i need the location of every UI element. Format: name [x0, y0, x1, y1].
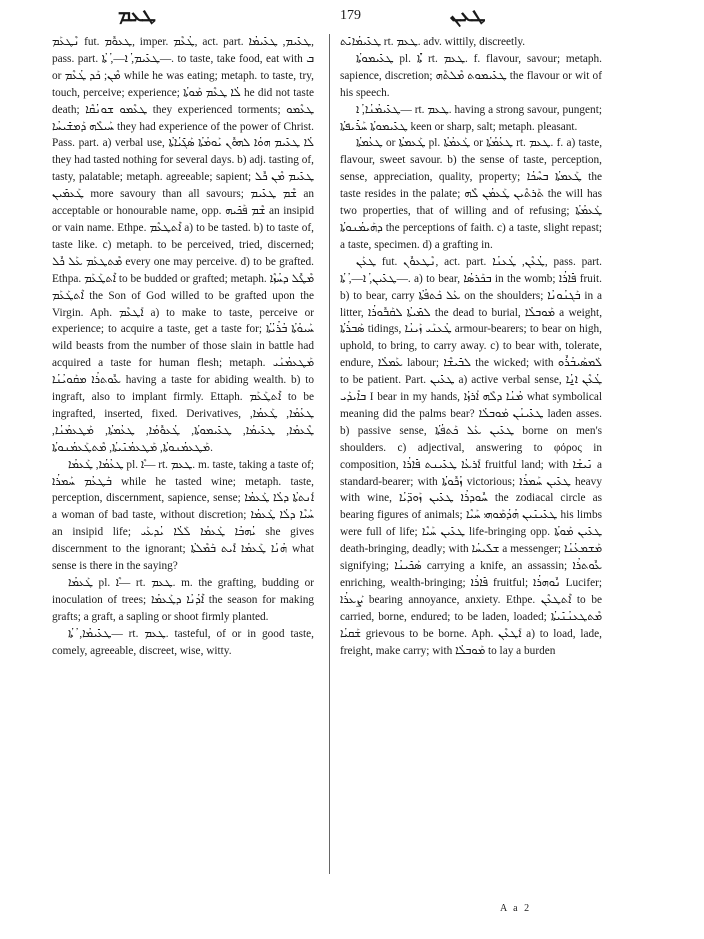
- entry-taam-verb: ܢܶܛܥܰܡ fut. ܛܥܘܽܡ, imper. ܛܳܥܶܡ, act. part. ܛܥܺܝܡ, ܛܥܺܝܡܳܐ, pass. part. ܛܥܺܝܡ, ܳܐ—, ܳܬܳܐ—. to taste, take food, eat with ܒ or ܡܶܢ; ܟܰܕ ܛܳܥܶܡ while he was eating; metaph. to taste, try, touch, perceive; experience; ܠܳܐ ܛܥܶܡ ܡܰܘܬܳܐ he did not taste death; ܛܥܶܡܘ ܫܘܢܳܩܶܐ they experienced torments; ܛܥܶܡܘ ܚܰܝܠܶܗ ܕܰܡܫܺܝܚܳܐ they had experience of the power of Christ. Pass. part. a) verbal use, ܠܳܐ ܛܥܺܝܡ ܗܘܳܐ ܠܗܘܽܢ ܝܰܘܡܳܬܳܐ ܣܰܓܺܝܳܐܬܳܐ they had tasted nothing for several days. b) adj. tasting of, tasty, palatable; metaph. agreeable; sapient; ܛܥܺܝܡ ܡܶܢ ܟܽܠ ܛܰܥܡܺܝܢ more savoury than all savours; ܫܶܡ ܛܥܺܝܡ an acceptable or honourable name, opp. ܫܶܡ ܦܰܟܺܝܗ an insipid or vain name. Ethpe. ܐܶܬܛܥܶܡ a) to be tasted. b) to taste of, taste like. c) metaph. to be perceived, tried, discerned; ܡܶܬܛܥܰܡ ܥܰܠ ܟܽܠ every one may perceive. d) to be grafted. Ethpa. ܐܶܬܛܰܥܰܡ to be budded or grafted; metaph. ܡܶܛܽܠ ܕܚܳܙܶܐ ܐܶܬܛܰܥܰܡ the Son of God willed to be grafted upon the Virgin. Aph. ܐܰܛܥܶܡ a) to make to taste, perceive or experience; to acquire a taste, get a taste for; ܚܰܝܘܳܬܳܐ ܒܳܪܳܝܳܬܳܐ wild beasts from the number of those slain in battle had acquired a taste for human flesh; metaph. ܡܰܛܥܡܳܢܰܝ ܥܽܘܬܪܳܐ ܡܩܰܘܝܳܢܳܐ having a taste for abiding wealth. b) to ingraft, also to implant firmly. Ettaph. ܐܶܬܛܰܥܰܡ to be ingrafted, inserted, fixed. Derivatives, ܛܥܳܡܳܐ, ܛܰܥܡܳܐ, ܛܶܥܡܳܐ, ܛܥܺܝܡܳܐ, ܛܥܺܝܡܘܬܳܐ, ܛܳܥܘܽܡܳܐ, ܛܥܳܡܬܳܐ, ܡܰܛܥܡܳܢܳܐ, ܡܰܛܥܡܳܢܘܬܳܐ, ܡܰܛܥܡܳܢܺܝܬܳܐ, ܡܶܬܛܰܥܡܳܢܘܬܳܐ.: [52, 36, 315, 454]
- entry-taamta: ܛܥܳܡܬܳܐ or ܛܰܥܡܬܳܐ pl. ܛܰܥܡܳܬܳܐ or ܛܥܳܡܳܬܳܐ rt. ܛܥܡ. f. a) taste, flavour, sweet savour. b) the sense of taste, perception, sense, appreciation, quality, property; ܛܰܥܡܬܳܐ ܒܚܶܟܳܐ the taste resides in the palate; ܬܰܪܬܶܝܢ ܛܰܥܡܳܢ ܠܶܗ the will has two properties, that of willing and of refusing; ܛܰܥܡܳܬܳܐ ܕܗܰܝܡܳܢܘܬܳܐ the perceptions of faith. c) a taste, slight repast; a taste, specimen. d) a grafting in.: [340, 137, 603, 251]
- entry-tiimana: ܛܥܺܝܡܳܢܳܐ, ܳܐ— rt. ܛܥܡ. having a strong savour, pungent; ܛܥܺܝܡܘܬܳܐ ܚܰܪܺܝܦܬܳܐ keen or sharp, salt; metaph. pleasant.: [340, 103, 602, 133]
- left-column: [52, 34, 314, 660]
- entry-tiimuta: ܛܥܺܝܡܘܬܳܐ pl. ܳܬܳܐ rt. ܛܥܡ. f. flavour, savour; metaph. sapience, discretion; ܛܥܺܝܡܘܬ ܡܶܠܬܶܗ the flavour or wit of his speech.: [340, 52, 603, 99]
- running-head-right: ܛܥܢ: [450, 4, 486, 26]
- printer-signature: A a 2: [500, 903, 532, 914]
- page-number: 179: [340, 8, 361, 23]
- entry-tahma-grafting: ܛܰܥܡܳܐ pl. ܶܐ— rt. ܛܥܡ. m. the grafting, budding or inoculation of trees; ܐܶܕܳܢܳܐ ܕܛܰܥܡܳܐ the season for making grafts; a graft, a sapling or shoot firmly planted.: [52, 577, 314, 623]
- running-head-left: ܛܥܡ: [118, 4, 156, 26]
- entry-tiima: ܛܥܺܝܡܳܐ, ܳܬܳܐ— rt. ܛܥܡ. tasteful, of or in good taste, comely, agreeable, discreet, wise, witty.: [52, 627, 315, 657]
- right-column: [340, 34, 602, 660]
- entry-taan-verb: ܛܥܰܢ fut. ܢܶܛܥܘܽܢ, act. part. ܛܳܥܶܢ, ܛܳܥܢܳܐ, pass. part. ܛܥܺܝܢ, ܳܐ—, ܳܬܳܐ—. a) to bear, ܒܟܰܪܣܳܐ in the womb; ܦܺܐܪܳܐ fruit. b) to bear, carry ܥܰܠ ܟܰܬܦܳܬܳܐ on the shoulders; ܒܰܓܢܳܘܢܳܐ in a litter, ܠܡܺܝܬܳܐ ܠܩܰܒܽܘܪܳܐ the dead to burial, ܡܰܘܒܠܳܐ a weight, ܣܰܒܪܳܬܳܐ tidings, ܛܳܥܢܰܝ ܙܰܝܢܳܐ armour-bearers; to bear on high, uphold, to bring, to carry away. c) to bear with, tolerate, endure, ܥܰܡܠܳܐ labour; ܠܒܺܝܫܶܐ the wicked; with ܠܰܡܣܰܝܒܳܪܽܘ to be patient. Part. ܛܥܺܝܢ a) active verbal sense, ܛܳܥܶܢ ܐ̱ܢܳܐ ܒܐܺܝܕܰܝ I bear in my hands, ܡܳܢܳܐ ܕܠܶܗ ܐܳܪܙܳܐ what symbolical meaning did the palms bear? ܛܥܺܝܢܳܢ ܡܰܘܒܠܳܐ laden asses. b) passive sense, ܛܥܺܝܢ ܥܰܠ ܟܰܬܦܳܬܳܐ borne on men's shoulders. c) adjectival, answering to φόρος in composition, ܐܰܪܥܳܐ ܛܥܺܝܢܬ ܦܺܐܪܳܐ fruitful land; with ܢܺܝܫܳܐ a standard-bearer; with ܙܳܟܽܘܬܳܐ victorious; ܛܥܺܝܢ ܚܰܡܪܳܐ heavy with wine, ܚܽܘܕܪܳܐ ܛܥܺܝܢ ܙܰܘܕ̈ܝܳܐ the zodiacal circle as bearing figures of animals; ܛܥܺܝܢܺܝܢ ܗܳܕܳܡܰܘܗܝ ܚܰܝܶܐ his limbs were full of life; ܛܥܺܝܢ ܚܰܝܶܐ life-bringing opp. ܛܥܺܝܢ ܡܰܘܬܳܐ death-bringing, deadly; with ܫܠܺܝܚܳܐ a messenger; ܡܰܫܡܥܳܢܳܐ signifying; ܣܰܟܺܝܢܳܐ carrying a knife, an assassin; ܥܽܘܬܪܳܐ enriching, wealth-bringing; ܦܺܐܪܳܐ fruitful; ܢܽܘܗܪܳܐ Lucifer; ܨܰܥܪܳܐ bearing annoyance, anxiety. Ethpe. ܐܶܬܛܥܶܢ to be carried, borne, endured; to be laden, loaded; ܡܶܬܛܥܢܳܢܺܝܬܳܐ ܫܰܩܝܳܐ grievous to be borne. Aph. ܐܰܛܥܶܢ a) to load, lade, freight, make carry; with ܡܰܘܒܠܳܐ to lay a burden: [340, 255, 603, 657]
- entry-tiimait: ܛܥܺܝܡܳܐܝܺܬ rt. ܛܥܡ. adv. wittily, discreetly.: [340, 36, 526, 48]
- column-divider: [329, 34, 330, 874]
- entry-taama: ܛܥܳܡܳܐ, ܛܰܥܡܳܐ pl. ܶܐ— rt. ܛܥܡ. m. taste, taking a taste of; ܒܰܛܥܳܡ ܚܰܡܪܳܐ while he tasted wine; metaph. taste, perception, discernment, sapience, sense; ܐܰܢܬܬܳܐ ܕܠܳܐ ܛܰܥܡܳܐ a woman of bad taste, without discretion; ܚܰܝܶܐ ܕܠܳܐ ܛܰܥܡܳܐ an insipid life; ܝܳܗܒܳܐ ܛܰܥܡܳܐ ܠܰܠܳܐ ܝܳܕܥܰܝ she gives discernment to the ignorant; ܗܳܢܳܐ ܛܰܥܡܳܐ ܐܺܝܬ ܒܰܡܶܠܬܳܐ what sense is there in the saying?: [52, 458, 315, 573]
